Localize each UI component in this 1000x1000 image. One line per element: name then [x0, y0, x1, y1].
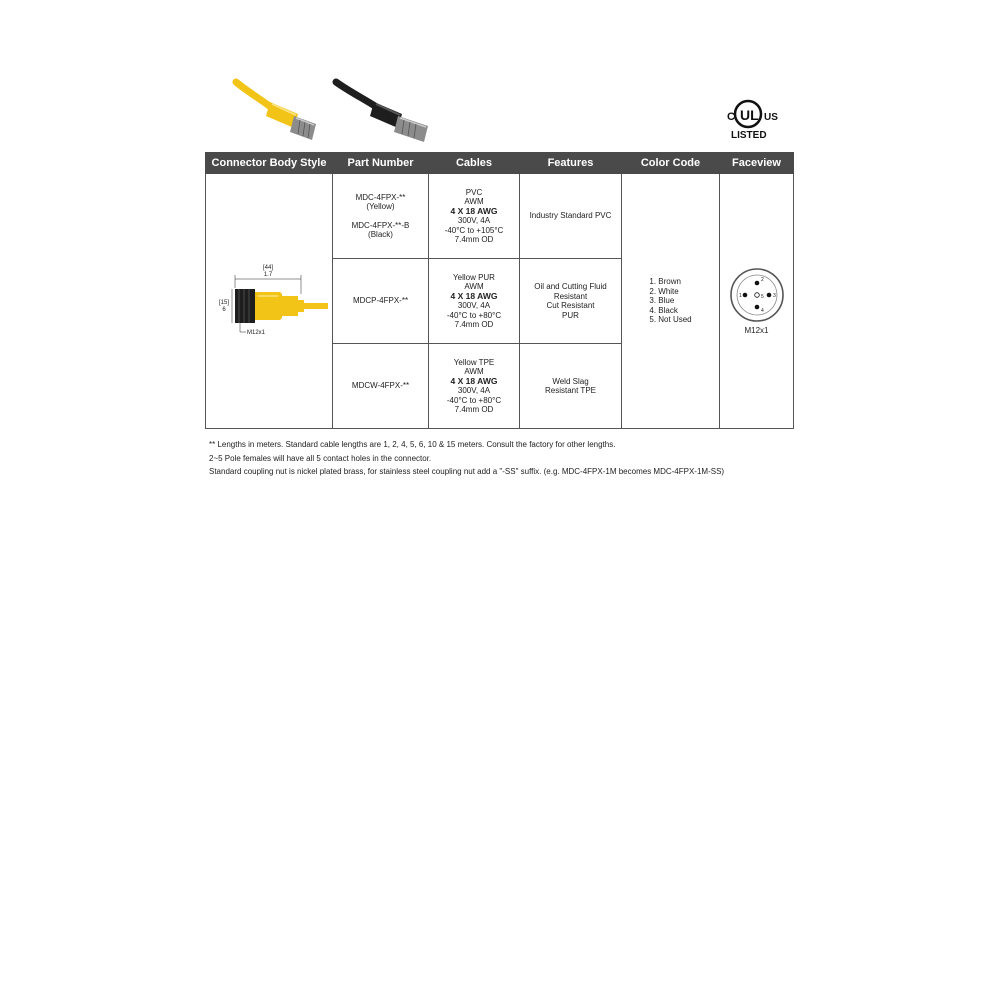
feature-text: Cut Resistant: [546, 301, 595, 310]
connector-body-drawing-cell: [206, 174, 333, 429]
yellow-connector-image: [236, 82, 316, 140]
pin-label: 2: [760, 277, 764, 284]
header-cables: Cables: [429, 153, 520, 174]
cable-material: PVC: [465, 187, 483, 197]
part-number-cell: [333, 259, 429, 344]
cable-diameter: 7.4mm OD: [454, 320, 494, 329]
part-color-text: (Black): [368, 230, 393, 239]
features-cell: [520, 174, 622, 259]
color-code-item: 2. White: [649, 286, 679, 296]
pin-label: 1: [738, 293, 742, 300]
header-color-code: Color Code: [622, 153, 720, 174]
feature-text: Weld Slag: [552, 376, 589, 386]
connector-spec-table: [205, 152, 794, 429]
dim-dia-mm: [15]: [218, 300, 230, 306]
cable-material: Yellow TPE: [453, 357, 495, 367]
cable-temperature: -40°C to +105°C: [444, 225, 504, 235]
footnote-contacts: 2~5 Pole females will have all 5 contact holes in the connector.: [209, 453, 432, 463]
pin-label: 5: [760, 294, 764, 301]
pin-label: 3: [772, 293, 776, 300]
ul-mark: UL: [740, 107, 759, 123]
part-number-text: MDC-4FPX-**-B: [351, 220, 410, 230]
header-part-number: Part Number: [333, 153, 429, 174]
footnotes: [209, 438, 809, 479]
color-code-item: 3. Blue: [649, 296, 675, 306]
part-number-text: MDCP-4FPX-**: [352, 296, 409, 306]
features-cell: [520, 344, 622, 429]
header-body-style: Connector Body Style: [206, 153, 333, 174]
table-row: [206, 174, 794, 259]
faceview-diagram: [722, 266, 791, 336]
header-faceview: Faceview: [720, 153, 794, 174]
feature-text: Resistant: [553, 291, 588, 301]
connector-faceview-icon: [728, 266, 786, 324]
ul-c-mark: C: [727, 111, 735, 123]
part-color-text: (Yellow): [366, 202, 395, 211]
features-cell: [520, 259, 622, 344]
cable-voltage: 300V, 4A: [457, 301, 491, 310]
cable-spec-cell: [429, 174, 520, 259]
black-connector-image: [336, 82, 428, 142]
ul-listed-text: LISTED: [731, 130, 767, 141]
feature-text: Industry Standard PVC: [529, 211, 612, 221]
cable-rating: AWM: [464, 282, 484, 291]
cable-diameter: 7.4mm OD: [454, 235, 494, 244]
part-number-text: MDC-4FPX-**: [355, 192, 406, 202]
faceview-cell: [720, 174, 794, 429]
ul-us-mark: US: [764, 112, 778, 123]
thread-size-label: M12x1: [247, 330, 266, 336]
table-header-row: [206, 153, 794, 174]
dim-length-mm: [44]: [262, 265, 274, 271]
ul-icon: [722, 96, 786, 144]
color-code-item: 4. Black: [649, 305, 678, 315]
feature-text: PUR: [562, 310, 579, 320]
cable-rating: AWM: [464, 367, 484, 376]
cable-temperature: -40°C to +80°C: [446, 310, 502, 320]
part-number-cell: [333, 344, 429, 429]
cable-material: Yellow PUR: [453, 272, 495, 282]
part-number-cell: [333, 174, 429, 259]
color-code-item: 5. Not Used: [649, 315, 692, 325]
dim-length-in: 1.7: [263, 272, 273, 278]
ul-listed-logo: [722, 96, 786, 144]
footnote-lengths: ** Lengths in meters. Standard cable lengths are 1, 2, 4, 5, 6, 10 & 15 meters. Consult the factory for other lengths.: [209, 440, 616, 449]
cable-diameter: 7.4mm OD: [454, 405, 494, 414]
color-code-cell: [622, 174, 720, 429]
cable-spec-cell: [429, 344, 520, 429]
cable-voltage: 300V, 4A: [457, 386, 491, 395]
pin-label: 4: [760, 308, 764, 315]
header-features: Features: [520, 153, 622, 174]
cable-temperature: -40°C to +80°C: [446, 395, 502, 405]
cable-spec-cell: [429, 259, 520, 344]
cable-gauge: 4 X 18 AWG: [450, 205, 498, 216]
footnote-coupling-nut: Standard coupling nut is nickel plated brass, for stainless steel coupling nut add a "-SS" suffix. (e.g. MDC-4FPX-1M becomes MDC-4FPX-1M-SS): [209, 467, 725, 476]
feature-text: Resistant TPE: [545, 386, 596, 395]
part-number-text: MDCW-4FPX-**: [351, 381, 410, 391]
dim-dia-in: 6: [222, 307, 226, 313]
color-code-list: [649, 277, 691, 325]
feature-text: Oil and Cutting Fluid: [534, 282, 607, 291]
faceview-label: M12x1: [744, 326, 769, 336]
cable-rating: AWM: [464, 197, 484, 206]
color-code-item: 1. Brown: [649, 277, 681, 287]
cable-voltage: 300V, 4A: [457, 216, 491, 225]
cable-gauge: 4 X 18 AWG: [450, 290, 498, 301]
cable-gauge: 4 X 18 AWG: [450, 375, 498, 386]
connector-body-drawing: [210, 256, 328, 346]
product-photos: [228, 78, 448, 148]
